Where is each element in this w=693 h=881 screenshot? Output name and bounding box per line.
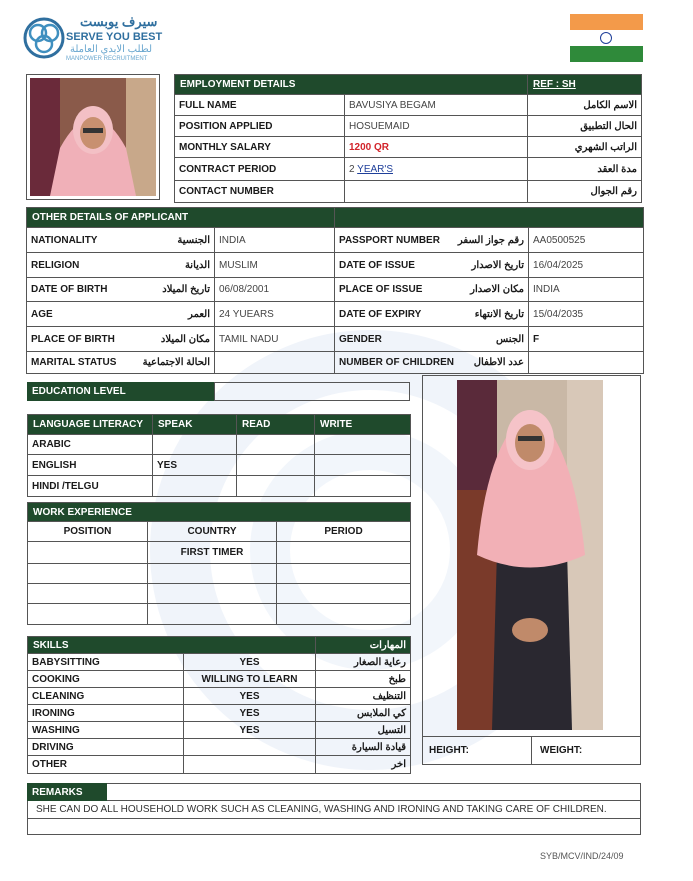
other-details-header-blank xyxy=(335,208,644,228)
full-name-label: FULL NAME xyxy=(175,95,345,116)
marital-status-label-en: MARITAL STATUS xyxy=(31,357,117,368)
language-header: LANGUAGE LITERACY xyxy=(28,415,153,435)
work-col-position: POSITION xyxy=(28,522,148,542)
other-details-header: OTHER DETAILS OF APPLICANT xyxy=(27,208,335,228)
applicant-photo-small xyxy=(26,74,160,200)
company-logo xyxy=(22,14,172,66)
date-of-expiry-value: 15/04/2035 xyxy=(529,302,644,327)
date-of-expiry-label xyxy=(335,302,529,327)
date-of-birth-label-ar: تاريخ الميلاد xyxy=(162,284,210,295)
india-flag-icon xyxy=(570,14,643,62)
nationality-value: INDIA xyxy=(215,228,335,253)
date-of-expiry-label-en: DATE OF EXPIRY xyxy=(339,308,422,320)
education-value-box xyxy=(214,382,410,401)
english-write xyxy=(315,455,411,476)
age-label-en: AGE xyxy=(31,308,53,320)
skills-table xyxy=(27,636,411,774)
passport-number-value: AA0500525 xyxy=(529,228,644,253)
applicant-photo-image xyxy=(457,380,603,730)
passport-number-label-ar: رقم جواز السفر xyxy=(457,234,525,246)
skills-header-arabic: المهارات xyxy=(316,637,411,654)
place-of-issue-label-ar: مكان الاصدار xyxy=(470,284,525,295)
education-header: EDUCATION LEVEL xyxy=(27,382,214,401)
write-header: WRITE xyxy=(315,415,411,435)
skill-cooking-value: WILLING TO LEARN xyxy=(184,671,316,688)
monthly-salary-label: MONTHLY SALARY xyxy=(175,137,345,158)
place-of-issue-value: INDIA xyxy=(529,278,644,302)
marital-status-value xyxy=(215,352,335,374)
skill-babysitting-arabic: رعاية الصغار xyxy=(316,654,411,671)
skill-other-arabic: اخر xyxy=(316,756,411,774)
footer-code: SYB/MCV/IND/24/09 xyxy=(540,851,624,861)
logo-arabic: سيرف يوبست xyxy=(80,14,158,29)
number-of-children-value xyxy=(529,352,644,374)
skill-cooking: COOKING xyxy=(28,671,184,688)
hindi-read xyxy=(237,476,315,497)
age-value: 24 YUEARS xyxy=(215,302,335,327)
gender-value: F xyxy=(529,327,644,352)
work-row-4-period xyxy=(277,604,411,625)
other-details-table xyxy=(26,207,644,374)
work-row-3-period xyxy=(277,584,411,604)
height-cell xyxy=(423,736,532,765)
skill-cooking-arabic: طبخ xyxy=(316,671,411,688)
work-col-period: PERIOD xyxy=(277,522,411,542)
read-header: READ xyxy=(237,415,315,435)
monthly-salary-arabic: الراتب الشهري xyxy=(528,137,642,158)
skill-washing-value: YES xyxy=(184,722,316,739)
position-applied-value: HOSUEMAID xyxy=(345,116,528,137)
language-row-arabic: ARABIC xyxy=(28,435,153,455)
date-of-issue-label-ar: تاريخ الاصدار xyxy=(471,259,525,271)
work-row-3-position xyxy=(28,584,148,604)
weight-label: WEIGHT: xyxy=(540,745,583,756)
skill-cleaning-arabic: التنظيف xyxy=(316,688,411,705)
logo-sub: MANPOWER RECRUITMENT xyxy=(66,56,148,62)
skill-driving-arabic: قيادة السيارة xyxy=(316,739,411,756)
applicant-photo-full xyxy=(422,375,641,765)
date-of-issue-value: 16/04/2025 xyxy=(529,253,644,278)
contract-period-label: CONTRACT PERIOD xyxy=(175,158,345,181)
skill-babysitting-value: YES xyxy=(184,654,316,671)
hindi-speak xyxy=(153,476,237,497)
contact-number-label: CONTACT NUMBER xyxy=(175,181,345,203)
religion-label xyxy=(27,253,215,278)
remarks-header-line xyxy=(107,783,641,801)
skill-driving-value xyxy=(184,739,316,756)
place-of-issue-label-en: PLACE OF ISSUE xyxy=(339,284,423,295)
remarks-text: SHE CAN DO ALL HOUSEHOLD WORK SUCH AS CLEANING, WASHING AND IRONING AND TAKING CARE OF CHILDREN. xyxy=(27,801,641,819)
full-name-value: BAVUSIYA BEGAM xyxy=(345,95,528,116)
hindi-write xyxy=(315,476,411,497)
contact-number-arabic: رقم الجوال xyxy=(528,181,642,203)
language-row-hindi: HINDI /TELGU xyxy=(28,476,153,497)
height-label: HEIGHT: xyxy=(429,745,469,756)
monthly-salary-value: 1200 QR xyxy=(345,137,528,158)
weight-cell xyxy=(532,736,640,765)
skill-cleaning: CLEANING xyxy=(28,688,184,705)
logo-name: SERVE YOU BEST xyxy=(66,31,163,43)
date-of-birth-label-en: DATE OF BIRTH xyxy=(31,284,108,295)
speak-header: SPEAK xyxy=(153,415,237,435)
work-row-3-country xyxy=(148,584,277,604)
work-row-2-period xyxy=(277,564,411,584)
number-of-children-label-en: NUMBER OF CHILDREN xyxy=(339,357,455,368)
religion-value: MUSLIM xyxy=(215,253,335,278)
arabic-speak xyxy=(153,435,237,455)
work-col-country: COUNTRY xyxy=(148,522,277,542)
passport-number-label-en: PASSPORT NUMBER xyxy=(339,234,440,246)
marital-status-label-ar: الحالة الاجتماعية xyxy=(142,357,210,368)
religion-label-en: RELIGION xyxy=(31,259,80,271)
date-of-expiry-label-ar: تاريخ الانتهاء xyxy=(474,308,525,320)
skill-ironing: IRONING xyxy=(28,705,184,722)
passport-number-label xyxy=(335,228,529,253)
contract-period-number: 2 xyxy=(349,163,358,175)
skill-other-value xyxy=(184,756,316,774)
arabic-read xyxy=(237,435,315,455)
language-table xyxy=(27,414,411,497)
full-name-arabic: الاسم الكامل xyxy=(528,95,642,116)
work-row-1-country: FIRST TIMER xyxy=(148,542,277,564)
number-of-children-label-ar: عدد الاطفال xyxy=(473,357,525,368)
employment-details-table xyxy=(174,74,642,203)
nationality-label-ar: الجنسية xyxy=(177,234,210,246)
skill-babysitting: BABYSITTING xyxy=(28,654,184,671)
position-applied-label: POSITION APPLIED xyxy=(175,116,345,137)
work-experience-table xyxy=(27,502,411,625)
date-of-issue-label-en: DATE OF ISSUE xyxy=(339,259,415,271)
place-of-issue-label xyxy=(335,278,529,302)
place-of-birth-label-en: PLACE OF BIRTH xyxy=(31,333,115,345)
date-of-birth-value: 06/08/2001 xyxy=(215,278,335,302)
place-of-birth-label-ar: مكان الميلاد xyxy=(160,333,210,345)
contract-period-unit: YEAR'S xyxy=(357,163,393,175)
number-of-children-label xyxy=(335,352,529,374)
skill-ironing-arabic: كي الملابس xyxy=(316,705,411,722)
english-speak: YES xyxy=(153,455,237,476)
work-row-1-period xyxy=(277,542,411,564)
place-of-birth-value: TAMIL NADU xyxy=(215,327,335,352)
position-applied-arabic: الحال التطبيق xyxy=(528,116,642,137)
date-of-issue-label xyxy=(335,253,529,278)
skill-driving: DRIVING xyxy=(28,739,184,756)
gender-label xyxy=(335,327,529,352)
work-row-4-position xyxy=(28,604,148,625)
language-row-english: ENGLISH xyxy=(28,455,153,476)
nationality-label-en: NATIONALITY xyxy=(31,234,98,246)
ref-label: REF : SH xyxy=(528,75,642,95)
skill-cleaning-value: YES xyxy=(184,688,316,705)
english-read xyxy=(237,455,315,476)
arabic-write xyxy=(315,435,411,455)
logo-emblem-icon xyxy=(22,16,66,60)
skill-washing-arabic: التسيل xyxy=(316,722,411,739)
gender-label-ar: الجنس xyxy=(495,333,525,345)
gender-label-en: GENDER xyxy=(339,333,382,345)
work-row-4-country xyxy=(148,604,277,625)
skill-washing: WASHING xyxy=(28,722,184,739)
skill-ironing-value: YES xyxy=(184,705,316,722)
logo-arabic-sub: لطلب الايدي العاملة xyxy=(70,44,153,55)
work-row-2-position xyxy=(28,564,148,584)
age-label xyxy=(27,302,215,327)
age-label-ar: العمر xyxy=(188,308,210,320)
contract-period-value xyxy=(345,158,528,181)
skill-other: OTHER xyxy=(28,756,184,774)
employment-header: EMPLOYMENT DETAILS xyxy=(175,75,528,95)
work-row-1-position xyxy=(28,542,148,564)
contract-period-arabic: مدة العقد xyxy=(528,158,642,181)
skills-header: SKILLS xyxy=(28,637,316,654)
work-row-2-country xyxy=(148,564,277,584)
remarks-header: REMARKS xyxy=(27,783,107,801)
work-experience-header: WORK EXPERIENCE xyxy=(28,503,411,522)
contact-number-value xyxy=(345,181,528,203)
place-of-birth-label xyxy=(27,327,215,352)
date-of-birth-label xyxy=(27,278,215,302)
remarks-blank-line xyxy=(27,819,641,835)
marital-status-label xyxy=(27,352,215,374)
nationality-label xyxy=(27,228,215,253)
religion-label-ar: الديانة xyxy=(184,259,210,271)
